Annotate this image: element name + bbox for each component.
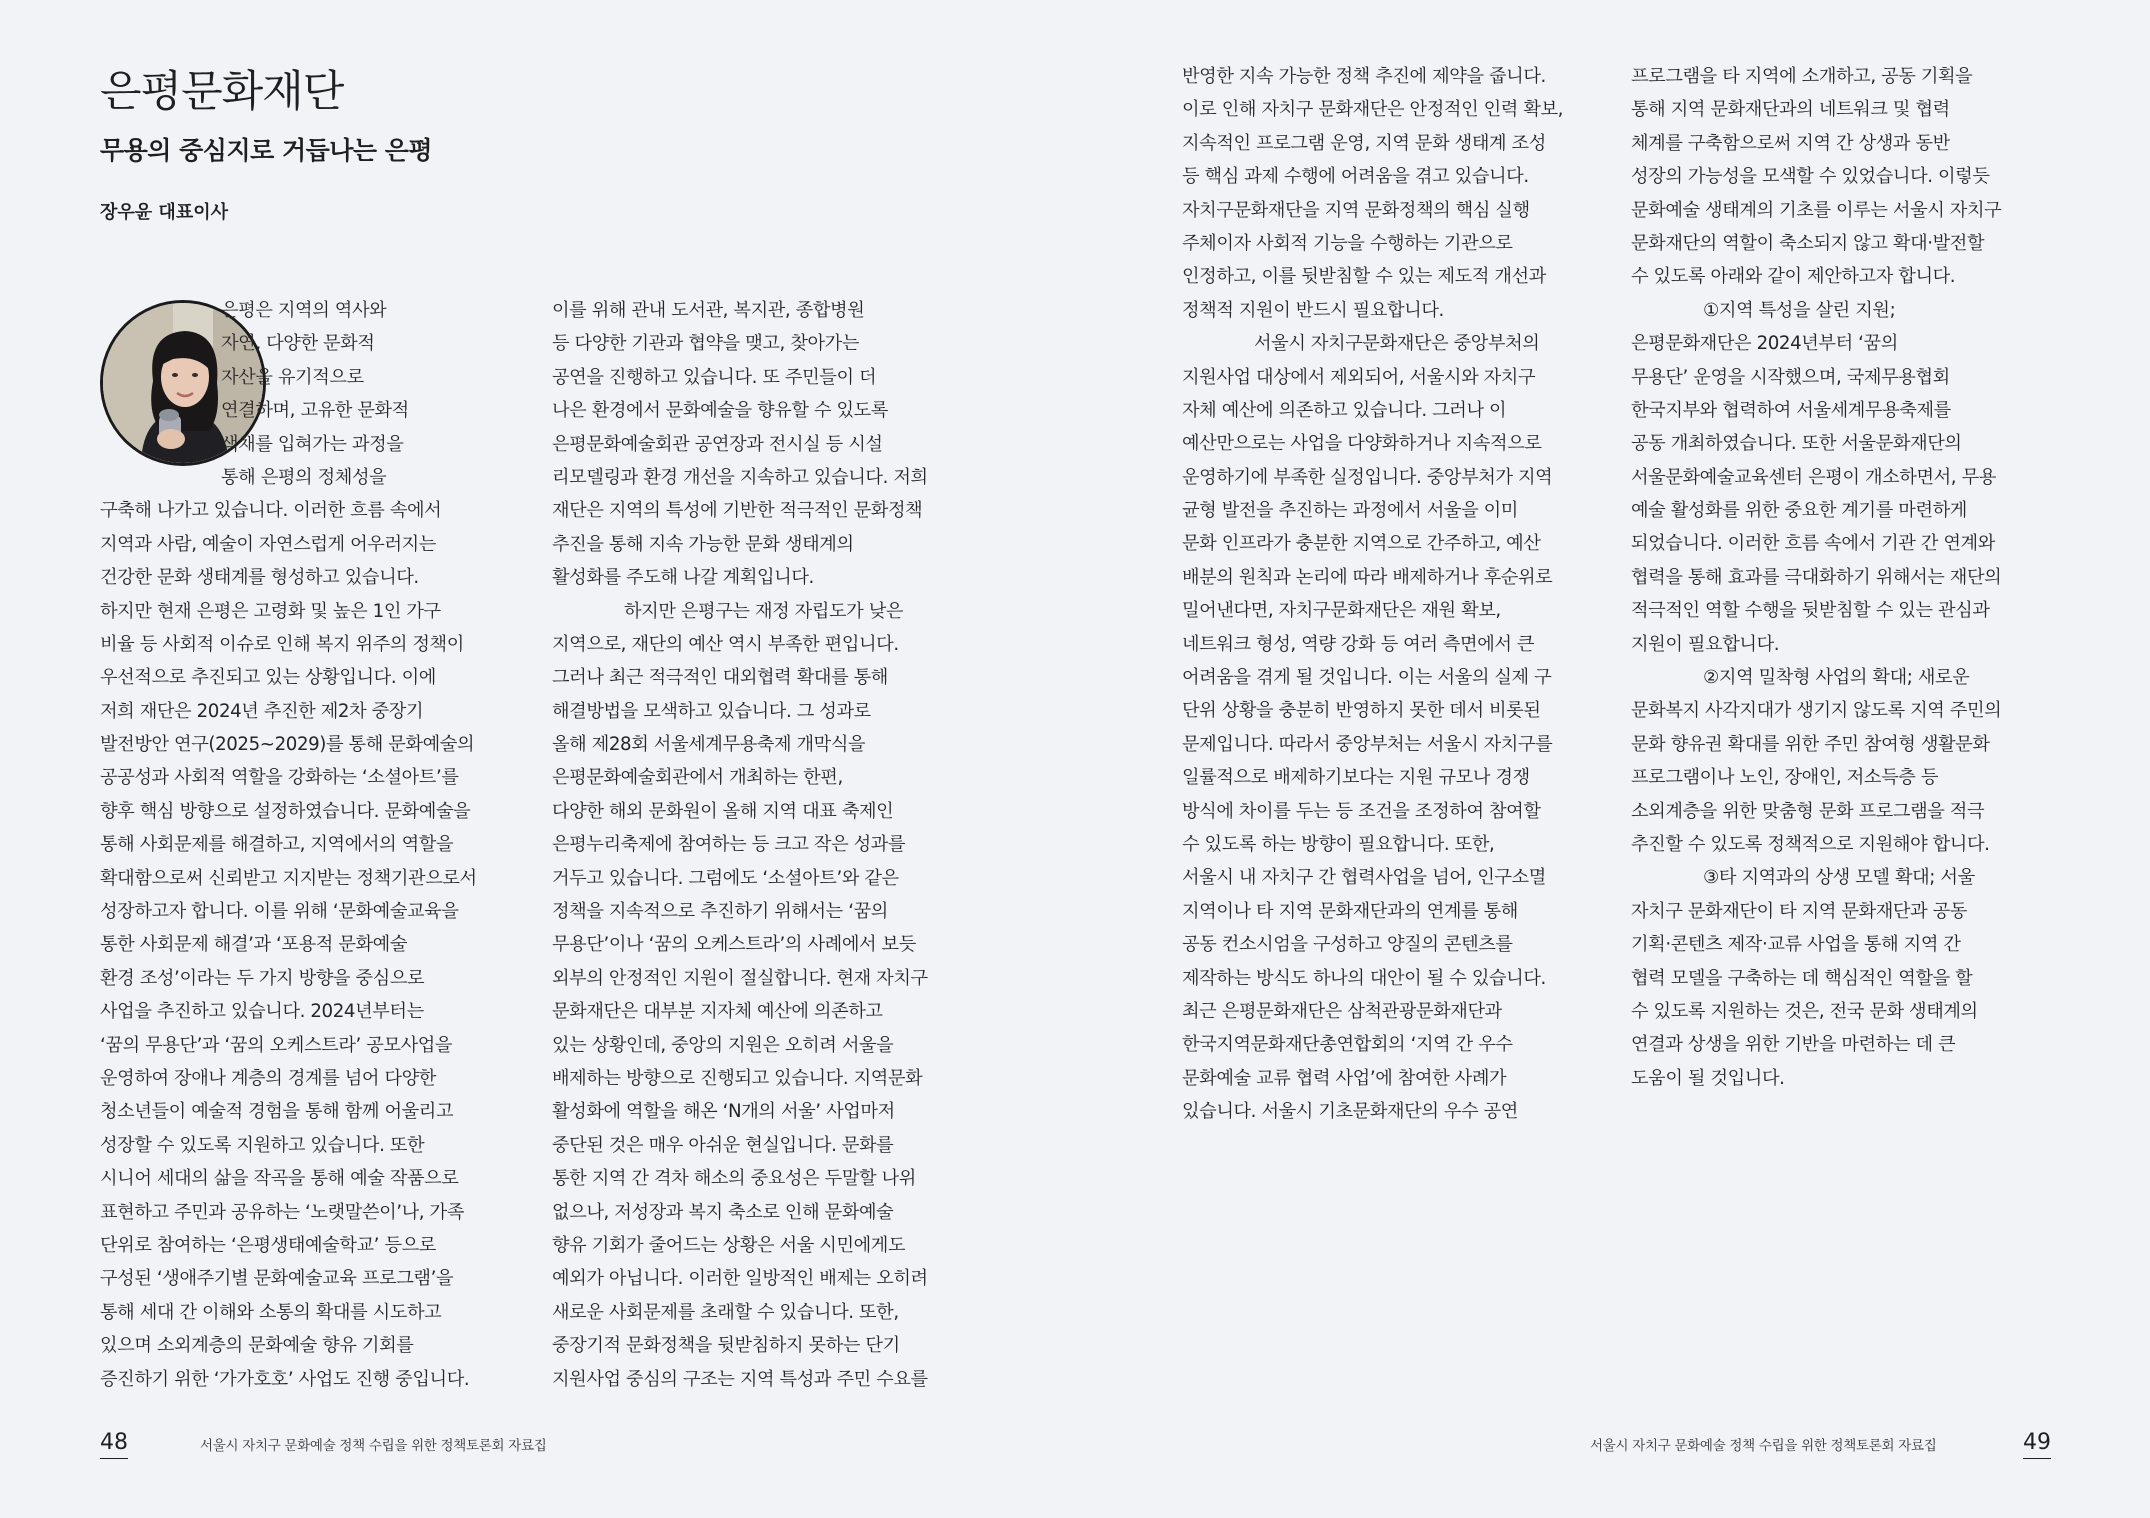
body-text-line: 예술 활성화를 위한 중요한 계기를 마련하게 <box>1631 500 1967 522</box>
body-text-line: 지역으로, 재단의 예산 역시 부족한 편입니다. <box>552 633 899 655</box>
body-text-line: 은평문화예술회관에서 개최하는 한편, <box>552 767 843 789</box>
body-text-line: 수 있도록 지원하는 것은, 전국 문화 생태계의 <box>1631 1000 1978 1022</box>
body-text-line: 그러나 최근 적극적인 대외협력 확대를 통해 <box>552 667 888 689</box>
body-text-line: 은평문화재단은 2024년부터 ‘꿈의 <box>1631 333 1898 355</box>
body-text-line: 통한 사회문제 해결’과 ‘포용적 문화예술 <box>100 934 407 956</box>
body-text-line: 문화복지 사각지대가 생기지 않도록 지역 주민의 <box>1631 700 2002 722</box>
body-text-line: 문화 인프라가 충분한 지역으로 간주하고, 예산 <box>1182 533 1541 555</box>
body-text-line: 제작하는 방식도 하나의 대안이 될 수 있습니다. <box>1182 967 1546 989</box>
text-column-1 <box>100 294 477 1396</box>
body-text-line: 프로그램을 타 지역에 소개하고, 공동 기획을 <box>1631 66 1973 87</box>
body-text-line: 소외계층을 위한 맞춤형 문화 프로그램을 적극 <box>1631 800 1985 822</box>
body-text-line: 성장의 가능성을 모색할 수 있었습니다. 이렇듯 <box>1631 166 1990 188</box>
body-text-line: 이를 위해 관내 도서관, 복지관, 종합병원 <box>552 300 865 321</box>
body-text-line: 운영하여 장애나 계층의 경계를 넘어 다양한 <box>100 1067 436 1089</box>
body-text-line: 자산을 유기적으로 <box>221 366 364 388</box>
body-text-line: 기획·콘텐츠 제작·교류 사업을 통해 지역 간 <box>1631 934 1961 956</box>
body-text-line: 서울시 자치구문화재단은 중앙부처의 <box>1254 333 1540 355</box>
footer-caption-left: 서울시 자치구 문화예술 정책 수립을 위한 정책토론회 자료집 <box>200 1438 547 1454</box>
author-byline: 장우윤 대표이사 <box>100 202 228 223</box>
body-text-line: 연결과 상생을 위한 기반을 마련하는 데 큰 <box>1631 1034 1956 1056</box>
body-text-line: ①지역 특성을 살린 지원; <box>1703 299 1896 321</box>
body-text-line: 한국지부와 협력하여 서울세계무용축제를 <box>1631 399 1951 421</box>
body-text-line: 반영한 지속 가능한 정책 추진에 제약을 줍니다. <box>1182 66 1546 87</box>
body-text-line: 해결방법을 모색하고 있습니다. 그 성과로 <box>552 700 871 722</box>
body-text-line: 나은 환경에서 문화예술을 향유할 수 있도록 <box>552 400 888 422</box>
body-text-line: 성장하고자 합니다. 이를 위해 ‘문화예술교육을 <box>100 901 459 923</box>
body-text-line: 향후 핵심 방향으로 설정하였습니다. 문화예술을 <box>100 800 471 822</box>
body-text-line: 비율 등 사회적 이슈로 인해 복지 위주의 정책이 <box>100 633 464 655</box>
footer-caption-right: 서울시 자치구 문화예술 정책 수립을 위한 정책토론회 자료집 <box>1590 1438 1937 1454</box>
body-text-line: 자체 예산에 의존하고 있습니다. 그러나 이 <box>1182 399 1507 421</box>
body-text-line: 있으며 소외계층의 문화예술 향유 기회를 <box>100 1335 414 1357</box>
body-text-line: 은평누리축제에 참여하는 등 크고 작은 성과를 <box>552 834 906 856</box>
body-text-line: 문화예술 생태계의 기초를 이루는 서울시 자치구 <box>1631 199 2002 221</box>
body-text-line: 연결하며, 고유한 문화적 <box>221 400 409 422</box>
body-text-line: ③타 지역과의 상생 모델 확대; 서울 <box>1703 867 1975 889</box>
body-text-line: 하지만 현재 은평은 고령화 및 높은 1인 가구 <box>100 600 441 622</box>
body-text-line: 프로그램이나 노인, 장애인, 저소득층 등 <box>1631 767 1938 789</box>
body-text-line: 한국지역문화재단총연합회의 ‘지역 간 우수 <box>1182 1034 1513 1056</box>
body-text-line: 등 핵심 과제 수행에 어려움을 겪고 있습니다. <box>1182 166 1529 188</box>
body-text-line: 구축해 나가고 있습니다. 이러한 흐름 속에서 <box>100 500 442 522</box>
body-text-line: ‘꿈의 무용단’과 ‘꿈의 오케스트라’ 공모사업을 <box>100 1034 453 1056</box>
body-text-line: 증진하기 위한 ‘가가호호’ 사업도 진행 중입니다. <box>100 1368 470 1390</box>
body-text-line: 서울문화예술교육센터 은평이 개소하면서, 무용 <box>1631 466 1996 488</box>
body-text-line: 통한 지역 간 격차 해소의 중요성은 두말할 나위 <box>552 1168 916 1190</box>
body-text-line: 통해 사회문제를 해결하고, 지역에서의 역할을 <box>100 834 454 856</box>
body-text-line: 사업을 추진하고 있습니다. 2024년부터는 <box>100 1001 424 1023</box>
page-number-right: 49 <box>2023 1430 2051 1459</box>
body-text-line: 협력 모델을 구축하는 데 핵심적인 역할을 할 <box>1631 967 1973 989</box>
body-text-line: 은평은 지역의 역사와 <box>221 300 387 321</box>
body-text-line: 리모델링과 환경 개선을 지속하고 있습니다. 저희 <box>552 466 928 488</box>
body-text-line: 배제하는 방향으로 진행되고 있습니다. 지역문화 <box>552 1067 923 1089</box>
body-text-line: 예외가 아닙니다. 이러한 일방적인 배제는 오히려 <box>552 1268 928 1290</box>
body-text-line: 통해 지역 문화재단과의 네트워크 및 협력 <box>1631 99 1950 121</box>
body-text-line: 문화재단의 역할이 축소되지 않고 확대·발전할 <box>1631 232 1985 254</box>
body-text-line: 통해 은평의 정체성을 <box>221 466 387 488</box>
body-text-line: 지원이 필요합니다. <box>1631 633 1780 655</box>
body-text-line: 발전방안 연구(2025~2029)를 통해 문화예술의 <box>100 734 475 756</box>
body-text-line: 활성화에 역할을 해온 ‘N개의 서울’ 사업마저 <box>552 1101 895 1123</box>
body-text-line: 서울시 내 자치구 간 협력사업을 넘어, 인구소멸 <box>1182 867 1546 889</box>
text-column-4 <box>1631 60 2001 1095</box>
body-text-line: 균형 발전을 추진하는 과정에서 서울을 이미 <box>1182 500 1518 522</box>
text-column-3 <box>1182 60 1563 1129</box>
body-text-line: 재단은 지역의 특성에 기반한 적극적인 문화정책 <box>552 500 923 522</box>
body-text-line: 네트워크 형성, 역량 강화 등 여러 측면에서 큰 <box>1182 633 1535 655</box>
body-text-line: 예산만으로는 사업을 다양화하거나 지속적으로 <box>1182 433 1542 455</box>
body-text-line: 단위로 참여하는 ‘은평생태예술학교’ 등으로 <box>100 1234 436 1256</box>
body-text-line: 협력을 통해 효과를 극대화하기 위해서는 재단의 <box>1631 566 2002 588</box>
body-text-line: 색채를 입혀가는 과정을 <box>221 433 404 455</box>
body-text-line: 거두고 있습니다. 그럼에도 ‘소셜아트’와 같은 <box>552 867 899 889</box>
body-text-line: 문화 향유권 확대를 위한 주민 참여형 생활문화 <box>1631 733 1990 755</box>
body-text-line: 성장할 수 있도록 지원하고 있습니다. 또한 <box>100 1134 425 1156</box>
body-text-line: 밀어낸다면, 자치구문화재단은 재원 확보, <box>1182 600 1501 622</box>
body-text-line: 지역과 사람, 예술이 자연스럽게 어우러지는 <box>100 533 436 555</box>
body-text-line: 중장기적 문화정책을 뒷받침하지 못하는 단기 <box>552 1335 900 1357</box>
body-text-line: 문화예술 교류 협력 사업’에 참여한 사례가 <box>1182 1067 1507 1089</box>
body-text-line: 공동 개최하였습니다. 또한 서울문화재단의 <box>1631 433 1962 455</box>
body-text-line: 확대함으로써 신뢰받고 지지받는 정책기관으로서 <box>100 867 477 889</box>
body-text-line: 시니어 세대의 삶을 작곡을 통해 예술 작품으로 <box>100 1168 459 1190</box>
body-text-line: 올해 제28회 서울세계무용축제 개막식을 <box>552 734 866 756</box>
body-text-line: 단위 상황을 충분히 반영하지 못한 데서 비롯된 <box>1182 700 1541 722</box>
body-text-line: 없으나, 저성장과 복지 축소로 인해 문화예술 <box>552 1201 894 1223</box>
body-text-line: 수 있도록 하는 방향이 필요합니다. 또한, <box>1182 833 1495 855</box>
body-text-line: 있습니다. 서울시 기초문화재단의 우수 공연 <box>1182 1101 1518 1123</box>
body-text-line: 우선적으로 추진되고 있는 상황입니다. 이에 <box>100 667 436 689</box>
body-text-line: 있는 상황인데, 중앙의 지원은 오히려 서울을 <box>552 1034 894 1056</box>
body-text-line: 구성된 ‘생애주기별 문화예술교육 프로그램’을 <box>100 1268 454 1290</box>
body-text-line: 지역이나 타 지역 문화재단과의 연계를 통해 <box>1182 900 1518 922</box>
body-text-line: 되었습니다. 이러한 흐름 속에서 기관 간 연계와 <box>1631 533 1995 555</box>
body-text-line: 무용단’이나 ‘꿈의 오케스트라’의 사례에서 보듯 <box>552 934 916 956</box>
body-text-line: 활성화를 주도해 나갈 계획입니다. <box>552 567 814 589</box>
body-text-line: 문화재단은 대부분 지자체 예산에 의존하고 <box>552 1001 883 1023</box>
body-text-line: 공연을 진행하고 있습니다. 또 주민들이 더 <box>552 366 877 388</box>
body-text-line: 최근 은평문화재단은 삼척관광문화재단과 <box>1182 1000 1502 1022</box>
body-text-line: 체계를 구축함으로써 지역 간 상생과 동반 <box>1631 132 1950 154</box>
body-text-line: 방식에 차이를 두는 등 조건을 조정하여 참여할 <box>1182 800 1541 822</box>
body-text-line: 공공성과 사회적 역할을 강화하는 ‘소셜아트’를 <box>100 767 459 789</box>
body-text-line: 공동 컨소시엄을 구성하고 양질의 콘텐츠를 <box>1182 934 1513 956</box>
body-text-line: 인정하고, 이를 뒷받침할 수 있는 제도적 개선과 <box>1182 266 1546 288</box>
body-text-line: 자연, 다양한 문화적 <box>221 333 375 355</box>
body-text-line: 도움이 될 것입니다. <box>1631 1067 1785 1089</box>
body-text-line: 외부의 안정적인 지원이 절실합니다. 현재 자치구 <box>552 967 928 989</box>
body-text-line: 새로운 사회문제를 초래할 수 있습니다. 또한, <box>552 1301 899 1323</box>
body-text-line: 중단된 것은 매우 아쉬운 현실입니다. 문화를 <box>552 1134 894 1156</box>
body-text-line: 정책을 지속적으로 추진하기 위해서는 ‘꿈의 <box>552 901 888 923</box>
body-text-line: 어려움을 겪게 될 것입니다. 이는 서울의 실제 구 <box>1182 667 1552 689</box>
body-text-line: 추진을 통해 지속 가능한 문화 생태계의 <box>552 533 854 555</box>
body-text-line: 청소년들이 예술적 경험을 통해 함께 어울리고 <box>100 1101 454 1123</box>
body-text-line: 문제입니다. 따라서 중앙부처는 서울시 자치구를 <box>1182 733 1553 755</box>
body-text-line: 하지만 은평구는 재정 자립도가 낮은 <box>624 600 904 622</box>
body-text-line: 다양한 해외 문화원이 올해 지역 대표 축제인 <box>552 800 894 822</box>
body-text-line: 무용단’ 운영을 시작했으며, 국제무용협회 <box>1631 366 1950 388</box>
page-number-left: 48 <box>100 1430 128 1459</box>
text-column-2 <box>552 294 928 1396</box>
body-text-line: 향유 기회가 줄어드는 상황은 서울 시민에게도 <box>552 1234 906 1256</box>
body-text-line: 은평문화예술회관 공연장과 전시실 등 시설 <box>552 433 883 455</box>
body-text-line: 지원사업 대상에서 제외되어, 서울시와 자치구 <box>1182 366 1536 388</box>
body-text-line: ②지역 밀착형 사업의 확대; 새로운 <box>1703 667 1970 689</box>
body-text-line: 표현하고 주민과 공유하는 ‘노랫말쓴이’나, 가족 <box>100 1201 464 1223</box>
right-page <box>1075 0 2150 1518</box>
body-text-line: 추진할 수 있도록 정책적으로 지원해야 합니다. <box>1631 833 1990 855</box>
body-text-line: 건강한 문화 생태계를 형성하고 있습니다. <box>100 567 419 589</box>
body-text-line: 일률적으로 배제하기보다는 지원 규모나 경쟁 <box>1182 767 1530 789</box>
body-text-line: 환경 조성’이라는 두 가지 방향을 중심으로 <box>100 967 425 989</box>
body-text-line: 저희 재단은 2024년 추진한 제2차 중장기 <box>100 700 424 722</box>
body-text-line: 이로 인해 자치구 문화재단은 안정적인 인력 확보, <box>1182 99 1564 121</box>
body-text-line: 수 있도록 아래와 같이 제안하고자 합니다. <box>1631 266 1956 288</box>
body-text-line: 정책적 지원이 반드시 필요합니다. <box>1182 299 1444 321</box>
body-text-line: 자치구문화재단을 지역 문화정책의 핵심 실행 <box>1182 199 1530 221</box>
body-text-line: 운영하기에 부족한 실정입니다. 중앙부처가 지역 <box>1182 466 1553 488</box>
body-text-line: 등 다양한 기관과 협약을 맺고, 찾아가는 <box>552 333 859 355</box>
body-text-line: 배분의 원칙과 논리에 따라 배제하거나 후순위로 <box>1182 566 1553 588</box>
body-text-line: 주체이자 사회적 기능을 수행하는 기관으로 <box>1182 232 1513 254</box>
body-text-line: 자치구 문화재단이 타 지역 문화재단과 공동 <box>1631 900 1967 922</box>
body-text-line: 적극적인 역할 수행을 뒷받침할 수 있는 관심과 <box>1631 600 1990 622</box>
body-text-line: 지원사업 중심의 구조는 지역 특성과 주민 수요를 <box>552 1368 928 1390</box>
article-subtitle: 무용의 중심지로 거듭나는 은평 <box>100 136 433 165</box>
body-text-line: 통해 세대 간 이해와 소통의 확대를 시도하고 <box>100 1301 442 1323</box>
body-text-line: 지속적인 프로그램 운영, 지역 문화 생태계 조성 <box>1182 132 1546 154</box>
article-title: 은평문화재단 <box>100 67 344 117</box>
